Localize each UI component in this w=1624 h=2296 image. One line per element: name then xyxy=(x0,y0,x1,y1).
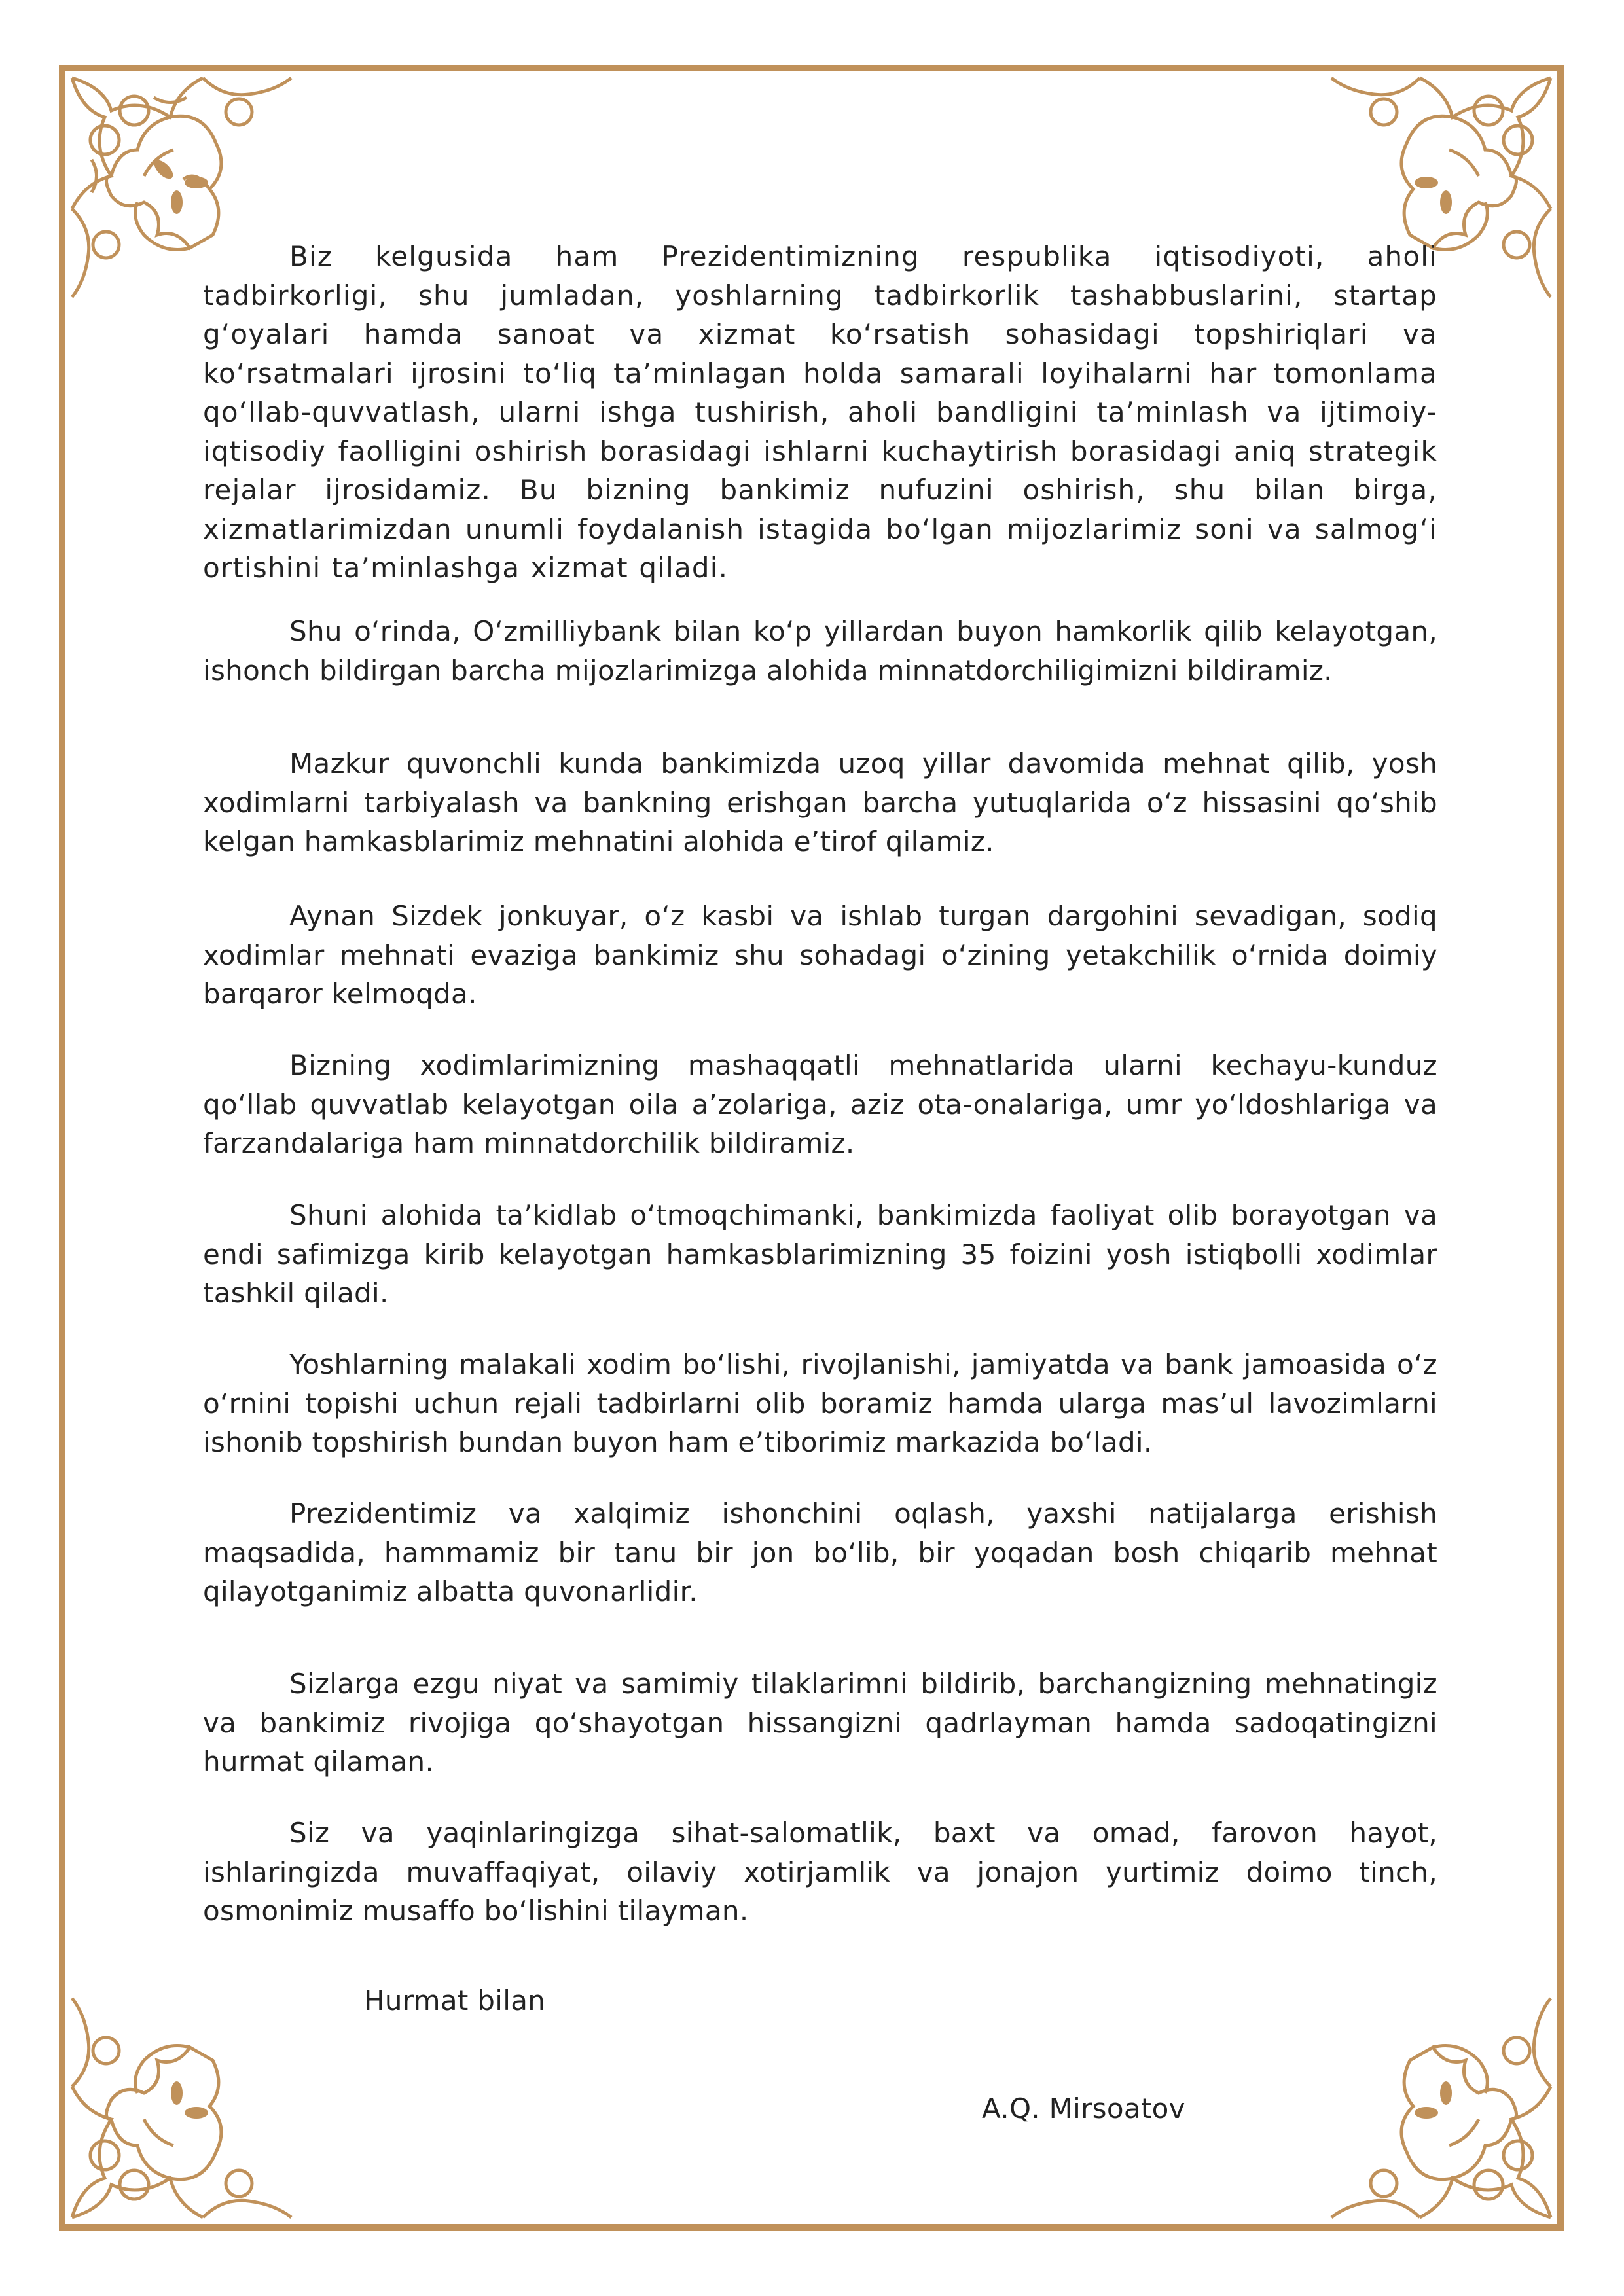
paragraph-7: Yoshlarning malakali xodim bo‘lishi, rivojlanishi, jamiyatda va bank jamoasida o‘z o‘rnini topishi uchun rejali tadbirlarni olib boramiz hamda ularga mas’ul lavozimlarni ishonib topshirish bundan buyon ham e’tiborimiz markazida bo‘ladi. xyxy=(203,1348,1437,1458)
paragraph-6: Shuni alohida ta’kidlab o‘tmoqchimanki, bankimizda faoliyat olib borayotgan va endi safimizga kirib kelayotgan hamkasblarimizning 35 foizini yosh istiqbolli xodimlar tashkil qiladi. xyxy=(203,1199,1437,1309)
paragraph-9: Sizlarga ezgu niyat va samimiy tilaklarimni bildirib, barchangizning mehnatingiz va bankimiz rivojiga qo‘shayotgan hissangizni qadrlayman hamda sadoqatingizni hurmat qilaman. xyxy=(203,1668,1437,1778)
paragraph-5: Bizning xodimlarimizning mashaqqatli mehnatlarida ularni kechayu-kunduz qo‘llab quvvatlab kelayotgan oila a’zolariga, aziz ota-onalariga, umr yo‘ldoshlariga va farzandalariga ham minnatdorchilik bildiramiz. xyxy=(203,1049,1437,1159)
paragraph-10: Siz va yaqinlaringizga sihat-salomatlik, baxt va omad, farovon hayot, ishlaringizda muvaffaqiyat, oilaviy xotirjamlik va jonajon yurtimiz doimo tinch, osmonimiz musaffo bo‘lishini tilayman. xyxy=(203,1817,1437,1927)
corner-ornament-icon xyxy=(1308,1975,1557,2224)
corner-ornament-icon xyxy=(65,1975,314,2224)
paragraph-1: Biz kelgusida ham Prezidentimizning respublika iqtisodiyoti, aholi tadbirkorligi, shu jumladan, yoshlarning tadbirkorlik tashabbuslarini, startap g‘oyalari hamda sanoat va xizmat ko‘rsatish sohasidagi topshiriqlari va ko‘rsatmalari ijrosini to‘liq ta’minlagan holda samarali loyihalarni har tomonlama qo‘llab-quvvatlash, ularni ishga tushirish, aholi bandligini ta’minlash va ijtimoiy-iqtisodiy faolligini oshirish borasidagi ishlarni kuchaytirish borasidagi aniq strategik rejalar ijrosidamiz. Bu bizning bankimiz nufuzini oshirish, shu bilan birga, xizmatlarimizdan unumli foydalanish istagida bo‘lgan mijozlarimiz soni va salmog‘i ortishini ta’minlashga xizmat qiladi. xyxy=(203,240,1437,584)
paragraph-8: Prezidentimiz va xalqimiz ishonchini oqlash, yaxshi natijalarga erishish maqsadida, hammamiz bir tanu bir jon bo‘lib, bir yoqadan bosh chiqarib mehnat qilayotganimiz albatta quvonarlidir. xyxy=(203,1498,1437,1607)
closing-salutation: Hurmat bilan xyxy=(364,1984,546,2017)
paragraph-4: Aynan Sizdek jonkuyar, o‘z kasbi va ishlab turgan dargohini sevadigan, sodiq xodimlar mehnati evaziga bankimiz shu sohadagi o‘zining yetakchilik o‘rnida doimiy barqaror kelmoqda. xyxy=(203,900,1437,1010)
paragraph-3: Mazkur quvonchli kunda bankimizda uzoq yillar davomida mehnat qilib, yosh xodimlarni tarbiyalash va bankning erishgan barcha yutuqlarida o‘z hissasini qo‘shib kelgan hamkasblarimiz mehnatini alohida e’tirof qilamiz. xyxy=(203,747,1437,857)
signature-name: A.Q. Mirsoatov xyxy=(982,2092,1185,2125)
paragraph-2: Shu o‘rinda, O‘zmilliybank bilan ko‘p yillardan buyon hamkorlik qilib kelayotgan, ishonch bildirgan barcha mijozlarimizga alohida minnatdorchiligimizni bildiramiz. xyxy=(203,615,1437,687)
